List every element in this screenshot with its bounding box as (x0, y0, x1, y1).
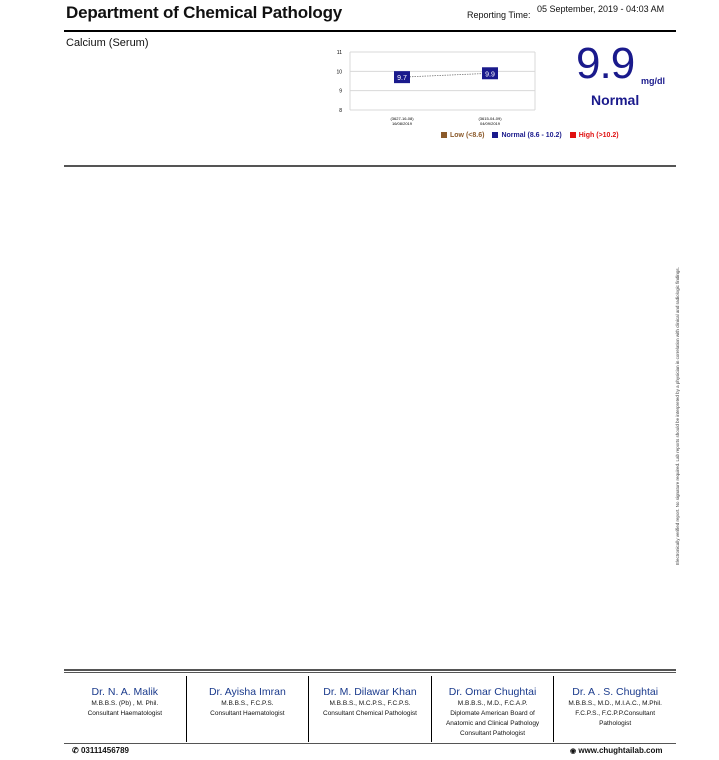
header-rule (64, 30, 676, 32)
doctors-panel (64, 676, 676, 742)
footer-rule-top (64, 669, 676, 671)
result-value: 9.9 (576, 39, 635, 88)
doctor-name: Dr. Omar Chughtai (448, 686, 537, 698)
y-tick-label: 9 (339, 88, 342, 95)
data-label: 9.7 (397, 75, 407, 83)
phone-icon: ✆ (72, 746, 79, 755)
doctor-qualification: M.B.B.S., M.C.P.S., F.C.P.S. (329, 700, 411, 707)
footer-rule-top-inner (64, 672, 676, 673)
data-label: 9.9 (485, 71, 495, 79)
legend-swatch (492, 132, 498, 138)
x-tick-label: (3615-04-09) (478, 116, 502, 121)
doctor-card (64, 676, 187, 742)
doctor-card (309, 676, 432, 742)
section-rule (64, 165, 676, 167)
legend-item (570, 132, 619, 139)
doctor-title: F.C.P.S., F.C.P.P.Consultant (575, 710, 656, 717)
doctor-name: Dr. Ayisha Imran (208, 686, 286, 698)
doctor-title: Consultant Haematologist (87, 710, 163, 717)
x-tick-label: (3627-16-08) (390, 116, 414, 121)
legend-swatch (441, 132, 447, 138)
globe-icon: ◉ (570, 748, 577, 755)
doctor-qualification: M.B.B.S., F.C.P.S. (221, 700, 274, 707)
doctor-title-extra: Anatomic and Clinical Pathology (445, 720, 540, 727)
chart-legend (441, 132, 627, 139)
footer-rule-bottom (64, 743, 676, 744)
doctor-title: Consultant Haematologist (210, 710, 285, 717)
verification-note: Electronically verified report. No signature required. Lab reports should be interpreted by a physician in correlation with clinical and radiologic findings. (675, 267, 680, 565)
series-line (402, 73, 490, 77)
phone-number[interactable]: 03111456789 (80, 746, 129, 755)
legend-label: Low (<8.6) (450, 132, 485, 139)
phone-contact (72, 746, 129, 755)
doctor-title: Consultant Chemical Pathologist (323, 710, 417, 717)
doctor-card (432, 676, 555, 742)
doctor-card (187, 676, 310, 742)
trend-chart (330, 40, 580, 130)
doctor-qualification: M.B.B.S. (Pb) , M. Phil. (91, 700, 159, 707)
website-contact (570, 746, 663, 755)
reporting-time-label: Reporting Time: (467, 10, 531, 20)
doctor-name: Dr. M. Dilawar Khan (323, 686, 417, 698)
doctor-qualification: M.B.B.S., M.D., M.I.A.C., M.Phil. (568, 700, 662, 707)
doctor-title-extra: Consultant Pathologist (460, 730, 526, 737)
legend-item (441, 132, 484, 139)
y-tick-label: 8 (339, 108, 342, 114)
doctor-name: Dr. A . S. Chughtai (572, 686, 659, 698)
doctor-name: Dr. N. A. Malik (91, 686, 159, 698)
doctor-qualification: M.B.B.S., M.D., F.C.A.P. (457, 700, 528, 707)
website-link[interactable]: www.chughtailab.com (578, 746, 663, 755)
department-title: Department of Chemical Pathology (66, 3, 343, 22)
result-unit: mg/dl (641, 76, 665, 86)
legend-swatch (570, 132, 576, 138)
doctor-title-extra: Pathologist (599, 720, 632, 727)
test-name: Calcium (Serum) (66, 37, 149, 49)
doctor-title: Diplomate American Board of (450, 710, 535, 717)
y-tick-label: 10 (336, 69, 342, 76)
result-status: Normal (591, 92, 640, 108)
legend-item (492, 132, 561, 139)
reporting-time-value: 05 September, 2019 - 04:03 AM (537, 4, 665, 14)
doctor-card (554, 676, 676, 742)
x-tick-date: 04/09/2019 (479, 121, 501, 126)
x-tick-date: 16/08/2019 (391, 121, 413, 126)
legend-label: High (>10.2) (578, 132, 619, 139)
legend-label: Normal (8.6 - 10.2) (501, 132, 562, 139)
y-tick-label: 11 (336, 50, 342, 56)
